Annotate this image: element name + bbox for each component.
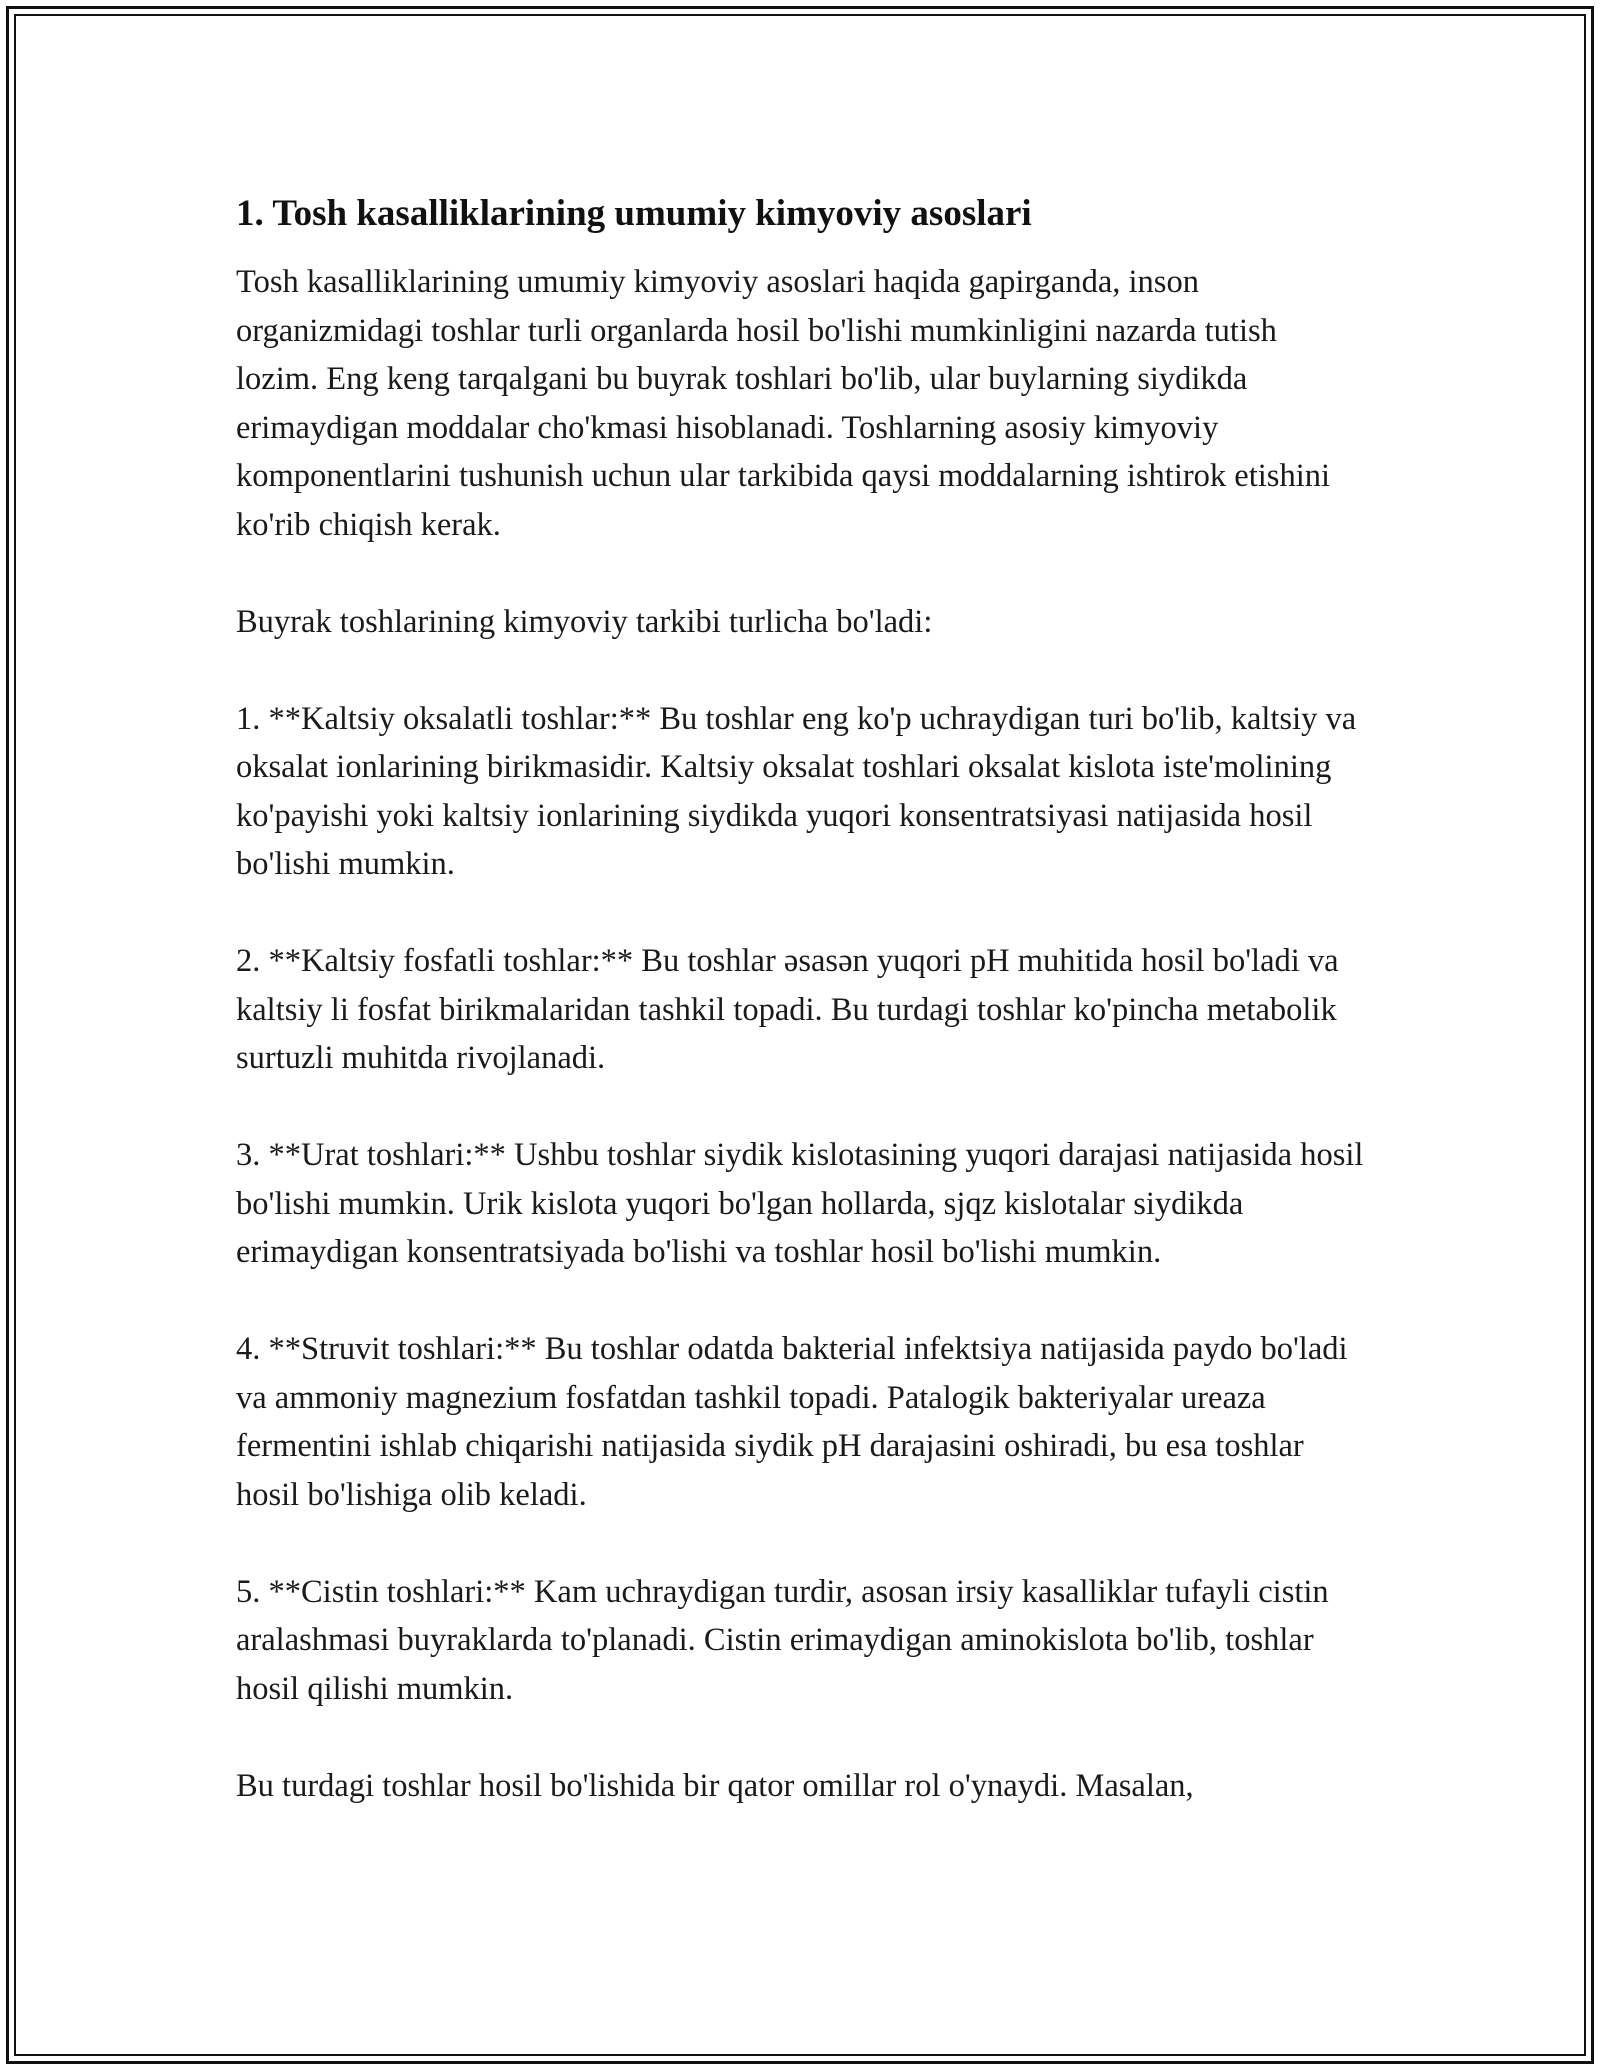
list-item-struvite: 4. **Struvit toshlari:** Bu toshlar odatda bakterial infektsiya natijasida paydo bo'ladi va ammoniy magnezium fosfatdan tashkil topadi. Patalogik bakteriyalar ureaza fermentini ishlab chiqarishi natijasida siydik pH darajasini oshiradi, bu esa toshlar hosil bo'lishiga olib keladi. — [236, 1331, 1348, 1513]
document-body — [236, 188, 1364, 1810]
section-heading: 1. Tosh kasalliklarining umumiy kimyoviy asoslari — [236, 193, 1032, 234]
paragraph-gap — [236, 1277, 1364, 1326]
list-item-calcium-oxalate: 1. **Kaltsiy oksalatli toshlar:** Bu toshlar eng ko'p uchraydigan turi bo'lib, kaltsiy va oksalat ionlarining birikmasidir. Kaltsiy oksalat toshlari oksalat kislota iste'molining ko'payishi yoki kaltsiy ionlarining siydikda yuqori konsentratsiyasi natijasida hosil bo'lishi mumkin. — [236, 700, 1357, 882]
paragraph-gap — [236, 1083, 1364, 1132]
list-item-cystine: 5. **Cistin toshlari:** Kam uchraydigan turdir, asosan irsiy kasalliklar tufayli cistin aralashmasi buyraklarda to'planadi. Cistin erimaydigan aminokislota bo'lib, toshlar hosil qilishi mumkin. — [236, 1573, 1329, 1707]
paragraph-gap — [236, 646, 1364, 695]
list-item-calcium-phosphate: 2. **Kaltsiy fosfatli toshlar:** Bu toshlar əsasən yuqori pH muhitida hosil bo'ladi va kaltsiy li fosfat birikmalaridan tashkil topadi. Bu turdagi toshlar ko'pincha metabolik surtuzli muhitda rivojlanadi. — [236, 943, 1339, 1076]
paragraph-factors: Bu turdagi toshlar hosil bo'lishida bir qator omillar rol o'ynaydi. Masalan, — [236, 1767, 1194, 1804]
list-item-urate: 3. **Urat toshlari:** Ushbu toshlar siydik kislotasining yuqori darajasi natijasida hosil bo'lishi mumkin. Urik kislota yuqori bo'lgan hollarda, sjqz kislotalar siydikda erimaydigan konsentratsiyada bo'lishi va toshlar hosil bo'lishi mumkin. — [236, 1137, 1364, 1270]
paragraph-gap — [236, 1713, 1364, 1762]
paragraph-intro: Tosh kasalliklarining umumiy kimyoviy asoslari haqida gapirganda, inson organizmidagi toshlar turli organlarda hosil bo'lishi mumkinligini nazarda tutish lozim. Eng keng tarqalgani bu buyrak toshlari bo'lib, ular buylarning siydikda erimaydigan moddalar cho'kmasi hisoblanadi. Toshlarning asosiy kimyoviy komponentlarini tushunish uchun ular tarkibida qaysi moddalarning ishtirok etishini ko'rib chiqish kerak. — [236, 264, 1331, 543]
paragraph-gap — [236, 1519, 1364, 1568]
paragraph-gap — [236, 549, 1364, 598]
paragraph-gap — [236, 889, 1364, 938]
paragraph-composition: Buyrak toshlarining kimyoviy tarkibi turlicha bo'ladi: — [236, 603, 933, 640]
